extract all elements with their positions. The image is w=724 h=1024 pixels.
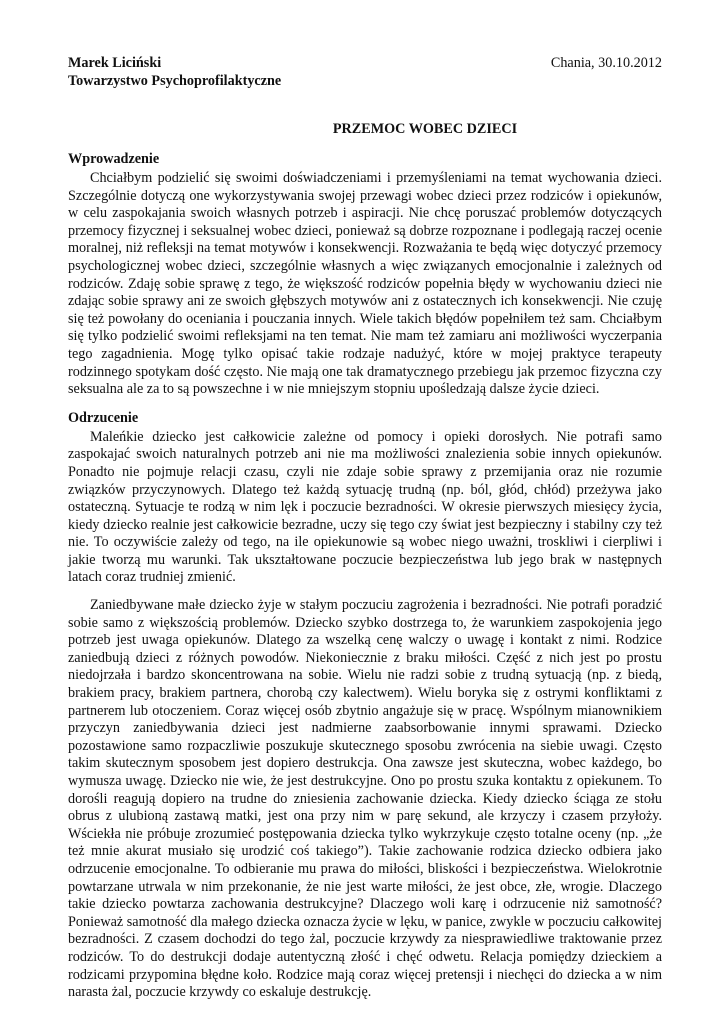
author-block	[68, 54, 281, 90]
author-name: Marek Liciński	[68, 55, 162, 71]
section-heading-rejection: Odrzucenie	[68, 409, 139, 426]
paragraph-rejection-1: Maleńkie dziecko jest całkowicie zależne od pomocy i opieki dorosłych. Nie potrafi samo zaspokajać swoich naturalnych potrzeb ani nie ma możliwości znalezienia sobie innych opiekunów. Ponadto nie pojmuje relacji czasu, czyli nie zdaje sobie sprawy z przemijania oraz nie rozumie związków przyczynowych. Dlatego też każdą sytuację trudną (np. ból, głód, chłód) przeżywa jako ostateczną. Sytuacje te rodzą w nim lęk i poczucie bezradności. W okresie pierwszych miesięcy życia, kiedy dziecko realnie jest całkowicie bezradne, uczy się tego czy świat jest bezpieczny i stabilny czy też nie. To oczywiście zależy od tego, na ile opiekunowie są wobec niego uważni, troskliwi i cierpliwi i jakie tworzą mu warunki. Tak ukształtowane poczucie bezpieczeństwa lub jego brak w następnych latach coraz trudniej zmienić.	[68, 428, 662, 586]
paragraph-rejection-2: Zaniedbywane małe dziecko żyje w stałym poczuciu zagrożenia i bezradności. Nie potrafi poradzić sobie samo z większością problemów. Dziecko szybko dostrzega to, że warunkiem zaspokojenia jego potrzeb jest uwaga opiekunów. Dlatego za wszelką cenę walczy o uwagę i kontakt z nimi. Rodzice zaniedbują dzieci z różnych powodów. Niekoniecznie z braku miłości. Część z nich jest po prostu niedojrzała i bardzo skoncentrowana na sobie. Wielu nie radzi sobie z trudną sytuacją (np. z biedą, brakiem pracy, brakiem partnera, chorobą czy kalectwem). Wielu boryka się z ostrymi konfliktami z partnerem lub otoczeniem. Coraz więcej osób zbytnio angażuje się w pracę. Wspólnym mianownikiem przyczyn zaniedbywania dzieci jest nadmierne zaabsorbowanie innymi sprawami. Dziecko pozostawione samo rozpaczliwie poszukuje skutecznego sposobu zwrócenia na siebie uwagi. Często takim skutecznym sposobem jest dopiero destrukcja. Ona zawsze jest skuteczna, wobec każdego, bo wymusza uwagę. Dziecko nie wie, że jest destrukcyjne. Ono po prostu szuka kontaktu z opiekunem. To dorośli reagują dopiero na trudne do zniesienia zachowanie dziecka. Kiedy dziecko ściąga ze stołu obrus z ulubioną zastawą matki, jest ona przy nim w parę sekund, ale krzyczy i czasem przyłoży. Wściekła nie próbuje zrozumieć postępowania dziecka tylko wykrzykuje często totalne oceny (np. „że też mnie akurat musiało się urodzić coś takiego”). Takie zachowanie rodzica dziecko odbiera jako odrzucenie emocjonalne. To odbieranie mu prawa do miłości, bliskości i bezpieczeństwa. Wielokrotnie powtarzane utrwala w nim przekonanie, że nie jest warte miłości, że jest obce, złe, wrogie. Dlaczego takie dziecko powtarza zachowania destrukcyjne? Dlaczego woli karę i odrzucenie niż samotność? Ponieważ samotność dla małego dziecka oznacza życie w lęku, w panice, zwykle w poczuciu całkowitej bezradności. Z czasem dochodzi do tego żal, poczucie krzywdy za niesprawiedliwe traktowanie przez rodziców. To do destrukcji dodaje autentyczną złość i chęć odwetu. Relacja pomiędzy dzieckiem a rodzicami przypomina błędne koło. Rodzice mają coraz więcej pretensji i niechęci do dziecka a w nim narasta żal, poczucie krzywdy co eskaluje destrukcję.	[68, 597, 662, 1001]
place-date: Chania, 30.10.2012	[550, 55, 662, 71]
section-heading-intro: Wprowadzenie	[68, 151, 160, 167]
author-organization: Towarzystwo Psychoprofilaktyczne	[68, 73, 282, 89]
document-header	[68, 54, 662, 90]
paragraph-intro-1: Chciałbym podzielić się swoimi doświadczeniami i przemyśleniami na temat wychowania dzieci. Szczególnie dotyczą one wykorzystywania swojej przewagi wobec dzieci przez rodziców i opiekunów, w celu zaspokajania swoich własnych potrzeb i aspiracji. Nie chcę poruszać problemów dotyczących przemocy fizycznej i seksualnej wobec dzieci, ponieważ są dobrze rozpoznane i podlegają raczej ocenie moralnej, niż refleksji na temat motywów i konsekwencji. Rozważania te będą więc dotyczyć przemocy psychologicznej wobec dzieci, szczególnie własnych a więc związanych emocjonalnie i zależnych od rodziców. Zdaję sobie sprawę z tego, że większość rodziców popełnia błędy w wychowaniu dzieci nie zdając sobie sprawy ani ze swoich głębszych motywów ani z ostatecznych ich konsekwencji. Nie czuję się też powołany do oceniania i pouczania innych. Wiele takich błędów popełniłem też sam. Chciałbym się tylko podzielić swoimi refleksjami na ten temat. Nie mam też zamiaru ani możliwości wyczerpania tego zagadnienia. Mogę tylko opisać takie rodzaje nadużyć, które w mojej praktyce terapeuty rodzinnego spotykam dość często. Nie mają one tak dramatycznego przebiegu jak przemoc fizyczna czy seksualna ale za to są powszechne i w nie mniejszym stopniu upośledzają dalsze życie dzieci.	[68, 170, 662, 398]
document-title: PRZEMOC WOBEC DZIECI	[332, 121, 518, 137]
